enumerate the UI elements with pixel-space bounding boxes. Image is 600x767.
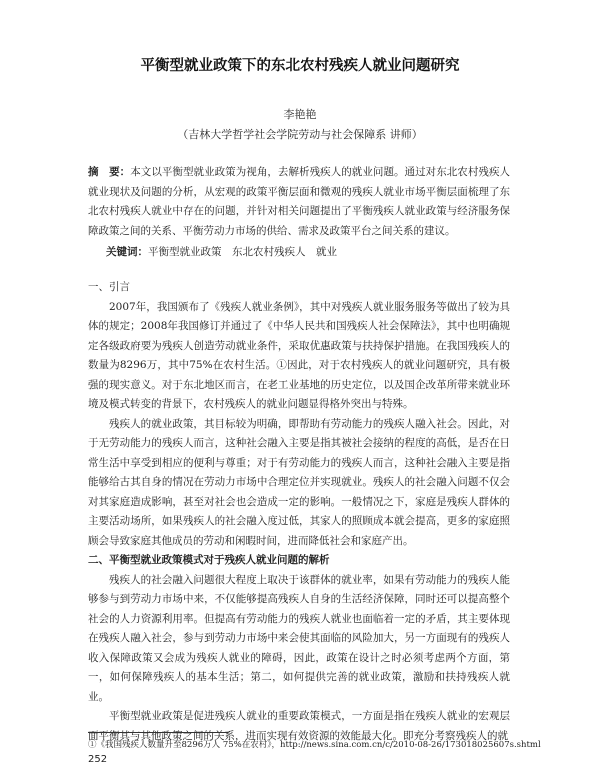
abstract-text: 本文以平衡型就业政策为视角，去解析残疾人的就业问题。通过对东北农村残疾人就业现状及问题的分析，从宏观的政策平衡层面和微观的残疾人就业市场平衡层面梳理了东北农村残疾人就业中存在的问题，并针对相关问题提出了平衡残疾人就业政策与经济服务保障政策之间的关系、平衡劳动力市场的供给、需求及政策平台之间关系的建议。 [88,166,511,237]
paragraph: 2007年，我国颁布了《残疾人就业条例》，其中对残疾人就业服务服务等做出了较为具体的规定；2008年我国修订并通过了《中华人民共和国残疾人社会保障法》，其中也明确规定各级政府要为残疾人创造劳动就业条件，采取优惠政策与扶持保护措施。在我国残疾人的数量为8296万，其中75%在农村生活。①因此，对于农村残疾人的就业问题研究，具有极强的现实意义。对于东北地区而言，在老工业基地的历史定位，以及国企改革所带来就业环境及模式转变的背景下，农村残疾人的就业问题显得格外突出与特殊。 [88,300,510,410]
abstract [88,163,510,241]
section-heading-introduction: 一、引言 [88,281,130,293]
paragraph: 残疾人的就业政策，其目标较为明确，即帮助有劳动能力的残疾人融入社会。因此，对于无劳动能力的残疾人而言，这种社会融入主要是指其被社会接纳的程度的高低，是否在日常生活中享受到相应的便利与尊重；对于有劳动能力的残疾人而言，这种社会融入主要是指能够给古其自身的情况在劳动力市场中合理定位并实现就业。残疾人的社会融入问题不仅会对其家庭造成影响，甚至对社会也会造成一定的影响。一般情况之下，家庭是残疾人群体的主要活动场所，如果残疾人的社会融入度过低，其家人的照顾成本就会提高，更多的家庭照顾会导致家庭其他成员的劳动和闲暇时间，进而降低社会和家庭产出。 [88,417,510,547]
keywords-text: 平衡型就业政策 东北农村残疾人 就业 [148,246,337,258]
section-heading-analysis: 二、平衡型就业政策模式对于残疾人就业问题的解析 [88,554,330,566]
keywords-label: 关键词： [106,246,148,258]
page-number: 252 [88,754,108,765]
paper-title: 平衡型就业政策下的东北农村残疾人就业问题研究 [140,58,460,74]
abstract-label: 摘 要： [88,166,131,178]
body-text [88,278,510,746]
paragraph: 残疾人的社会融入问题很大程度上取决于该群体的就业率，如果有劳动能力的残疾人能够参与到劳动力市场中来，不仅能够提高残疾人自身的生活经济保障，同时还可以提高整个社会的人力资源利用率。但提高有劳动能力的残疾人就业也面临着一定的矛盾，其主要体现在残疾人融入社会，参与到劳动力市场中来会使其面临的风险加大，另一方面现有的残疾人收入保障政策又会成为残疾人就业的障碍，因此，政策在设计之时必须考虑两个方面，第一，如何保障残疾人的基本生活；第二，如何提供完善的就业政策，激励和扶持残疾人就业。 [88,573,510,703]
footnote: ①《我国残疾人数量升至8296万人 75%在农村》，http://news.sina.com.cn/c/2010-08-26/173018025607s.shtml [88,740,541,750]
paragraph: 平衡型就业政策是促进残疾人就业的重要政策模式，一方面是指在残疾人就业的宏观层面平衡其与其他政策之间的关系，进而实现有效资源的效能最大化。即充分考察残疾人的就 [88,710,510,742]
author-affiliation: （吉林大学哲学社会学院劳动与社会保障系 讲师） [177,128,423,141]
keywords [106,244,510,259]
author-name: 李艳艳 [283,108,317,121]
footnote-separator [88,732,228,733]
